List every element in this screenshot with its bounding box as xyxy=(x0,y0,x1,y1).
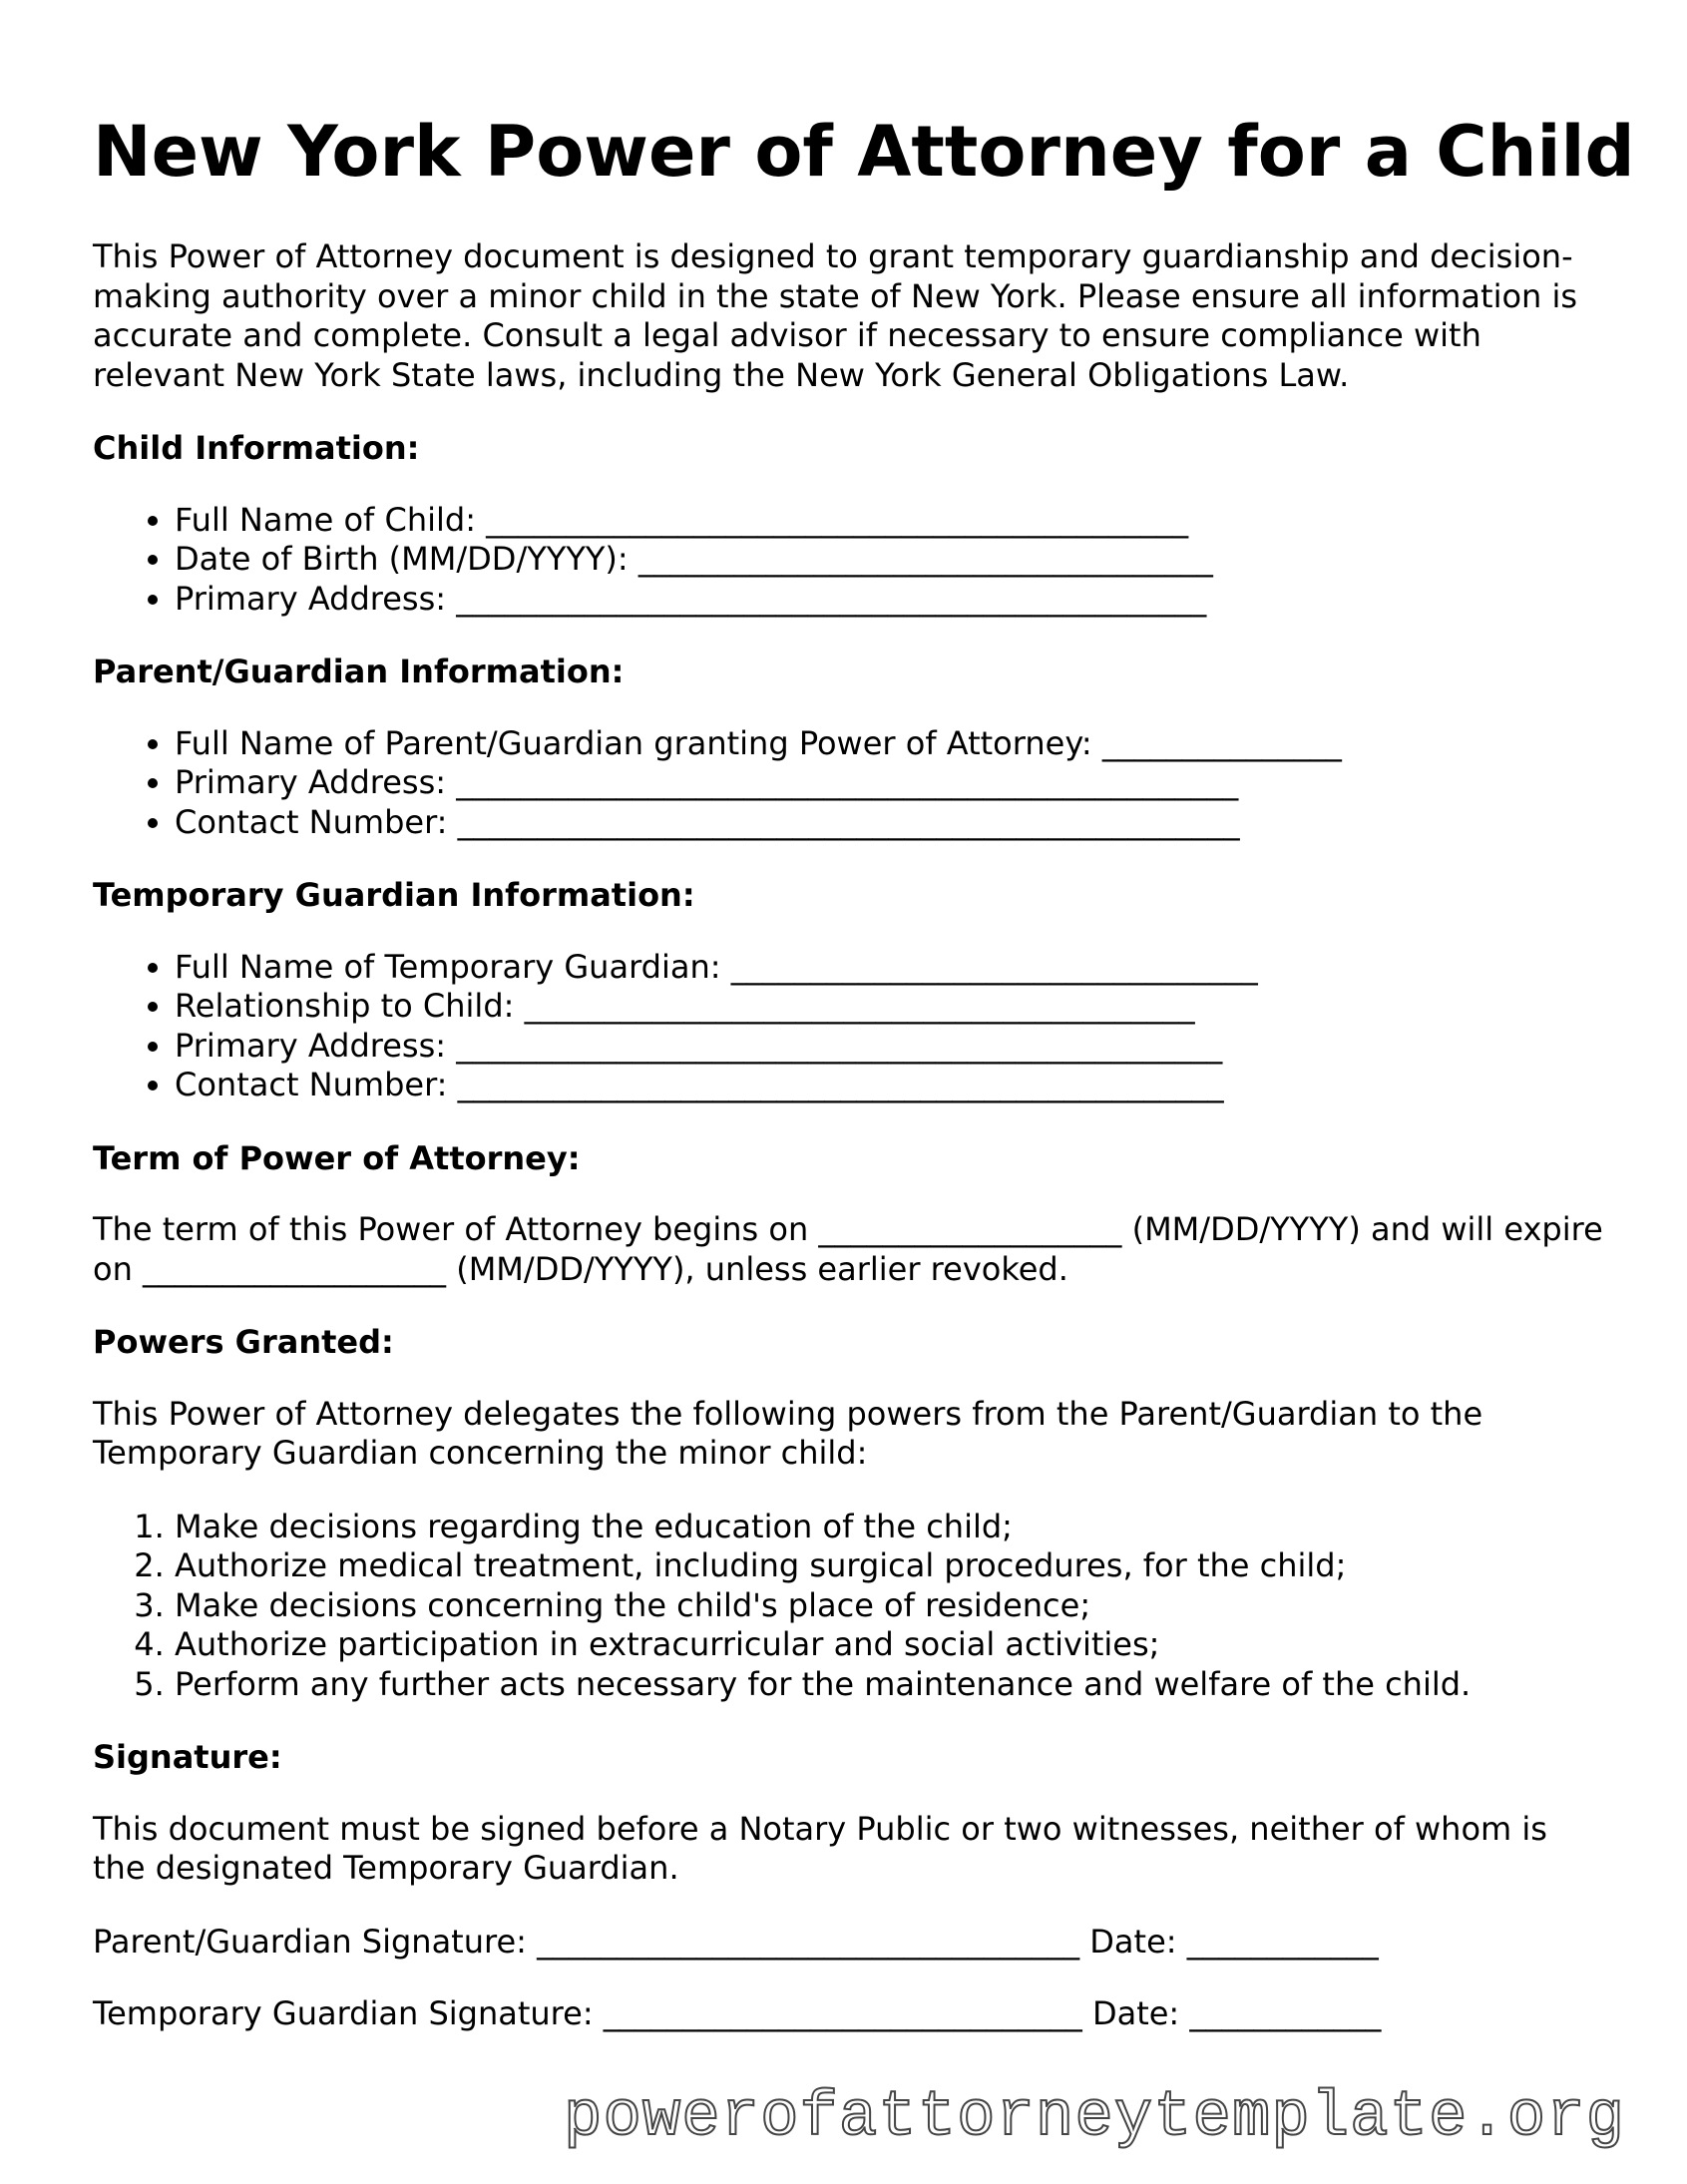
parent-full-name-field: • Full Name of Parent/Guardian granting Power of Attorney: _______________ xyxy=(175,724,1609,764)
watermark-text: powerofattorneytemplate.org xyxy=(564,2082,1625,2154)
term-heading: Term of Power of Attorney: xyxy=(93,1138,581,1177)
parent-info-heading: Parent/Guardian Information: xyxy=(93,653,625,690)
document-title: New York Power of Attorney for a Child xyxy=(93,111,1635,193)
parent-signature-line: Parent/Guardian Signature: __________________________________ Date: ____________ xyxy=(93,1922,1379,1961)
power-item: 5. Perform any further acts necessary for the maintenance and welfare of the child. xyxy=(175,1665,1609,1705)
guardian-address-field: • Primary Address: ________________________________________________ xyxy=(175,1027,1609,1067)
parent-contact-field: • Contact Number: _________________________________________________ xyxy=(175,803,1609,843)
power-item: 2. Authorize medical treatment, including surgical procedures, for the child; xyxy=(175,1546,1609,1586)
child-address-field: • Primary Address: _______________________________________________ xyxy=(175,580,1609,620)
power-item: 1. Make decisions regarding the education of the child; xyxy=(175,1508,1609,1547)
term-paragraph: The term of this Power of Attorney begins on ___________________ (MM/DD/YYYY) and will expire on ___________________ (MM/DD/YYYY), unless earlier revoked. xyxy=(93,1210,1603,1288)
power-item: 4. Authorize participation in extracurricular and social activities; xyxy=(175,1625,1609,1665)
parent-info-list xyxy=(93,724,1609,843)
guardian-relationship-field: • Relationship to Child: __________________________________________ xyxy=(175,987,1609,1027)
guardian-info-list xyxy=(93,948,1609,1105)
parent-address-field: • Primary Address: _________________________________________________ xyxy=(175,763,1609,803)
child-info-list xyxy=(93,501,1609,620)
guardian-signature-line: Temporary Guardian Signature: ______________________________ Date: ____________ xyxy=(93,1994,1382,2032)
guardian-contact-field: • Contact Number: ________________________________________________ xyxy=(175,1066,1609,1105)
power-item: 3. Make decisions concerning the child's place of residence; xyxy=(175,1586,1609,1626)
powers-paragraph: This Power of Attorney delegates the following powers from the Parent/Guardian to the Temporary Guardian concerning the minor child: xyxy=(93,1394,1483,1472)
powers-heading: Powers Granted: xyxy=(93,1323,394,1361)
signature-paragraph: This document must be signed before a Notary Public or two witnesses, neither of whom is the designated Temporary Guardian. xyxy=(93,1809,1547,1887)
guardian-info-heading: Temporary Guardian Information: xyxy=(93,876,695,914)
powers-list xyxy=(93,1508,1609,1705)
intro-paragraph: This Power of Attorney document is designed to grant temporary guardianship and decision-making authority over a minor child in the state of New York. Please ensure all information is accurate and complete. Consult a legal advisor if necessary to ensure compliance with relevant New York State laws, including the New York General Obligations Law. xyxy=(93,237,1578,394)
child-info-heading: Child Information: xyxy=(93,429,420,467)
document-page xyxy=(93,110,1635,2067)
child-full-name-field: • Full Name of Child: ____________________________________________ xyxy=(175,501,1609,541)
guardian-full-name-field: • Full Name of Temporary Guardian: _________________________________ xyxy=(175,948,1609,988)
child-dob-field: • Date of Birth (MM/DD/YYYY): ____________________________________ xyxy=(175,540,1609,580)
signature-heading: Signature: xyxy=(93,1738,282,1776)
